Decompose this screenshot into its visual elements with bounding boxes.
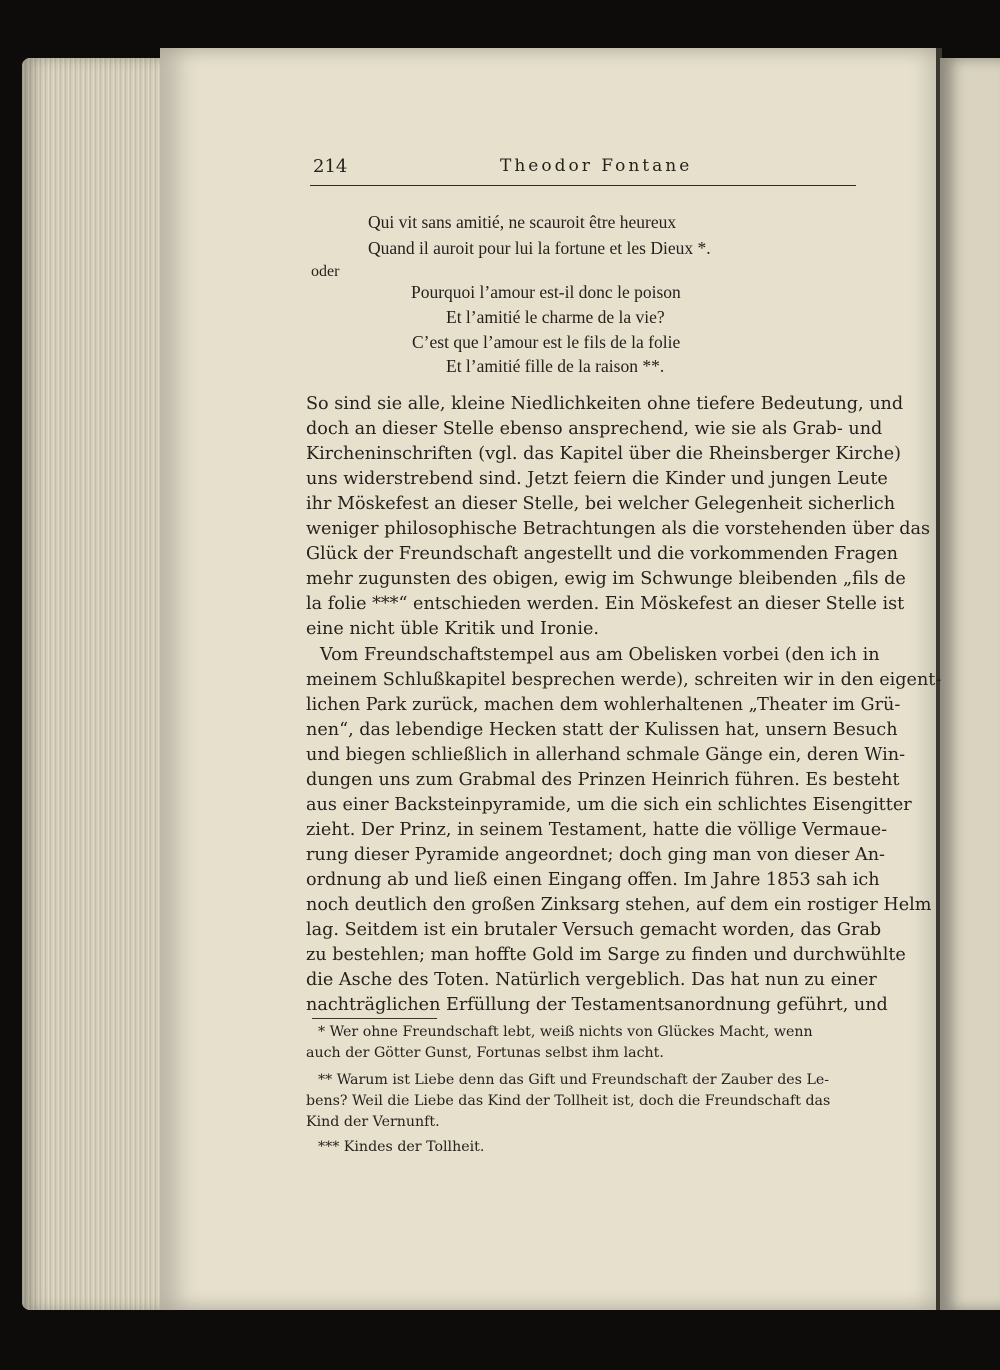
page-number: 214 xyxy=(313,156,348,177)
body-line: la folie ***“ entschieden werden. Ein Möskefest an dieser Stelle ist xyxy=(306,594,905,614)
verse-line: C’est que l’amour est le fils de la folie xyxy=(412,332,681,352)
body-line: Glück der Freundschaft angestellt und die vorkommenden Fragen xyxy=(306,544,898,564)
body-line: doch an dieser Stelle ebenso ansprechend, wie sie als Grab- und xyxy=(306,419,883,439)
body-line: meinem Schlußkapitel besprechen werde), schreiten wir in den eigent- xyxy=(306,670,942,690)
footnote-rule xyxy=(312,1018,437,1019)
body-line: So sind sie alle, kleine Niedlichkeiten ohne tiefere Bedeutung, und xyxy=(306,394,904,414)
footnote-line: *** Kindes der Tollheit. xyxy=(318,1139,485,1155)
verse-line: Qui vit sans amitié, ne scauroit être heureux xyxy=(368,212,677,232)
verse-line: Et l’amitié le charme de la vie? xyxy=(446,307,665,327)
body-line: noch deutlich den großen Zinksarg stehen, auf dem ein rostiger Helm xyxy=(306,895,932,915)
facing-page-edge xyxy=(940,58,1000,1310)
footnote-line: Kind der Vernunft. xyxy=(306,1114,440,1130)
body-line: und biegen schließlich in allerhand schmale Gänge ein, deren Win- xyxy=(306,745,906,765)
body-line: zu bestehlen; man hoffte Gold im Sarge zu finden und durchwühlte xyxy=(306,945,906,965)
header-rule xyxy=(310,185,856,186)
body-line: Kircheninschriften (vgl. das Kapitel über die Rheinsberger Kirche) xyxy=(306,444,901,464)
body-line: uns widerstrebend sind. Jetzt feiern die Kinder und jungen Leute xyxy=(306,469,888,489)
body-line: ordnung ab und ließ einen Eingang offen. Im Jahre 1853 sah ich xyxy=(306,870,880,890)
verse-line: Et l’amitié fille de la raison **. xyxy=(446,356,665,376)
body-line: lag. Seitdem ist ein brutaler Versuch gemacht worden, das Grab xyxy=(306,920,882,940)
body-line: Vom Freundschaftstempel aus am Obelisken vorbei (den ich in xyxy=(320,645,880,665)
verse-line: Quand il auroit pour lui la fortune et les Dieux *. xyxy=(368,238,711,258)
footnote-line: bens? Weil die Liebe das Kind der Tollheit ist, doch die Freundschaft das xyxy=(306,1093,831,1109)
page-stack-edges xyxy=(22,58,172,1310)
body-line: lichen Park zurück, machen dem wohlerhaltenen „Theater im Grü- xyxy=(306,695,901,715)
connector-word: oder xyxy=(311,263,340,280)
body-line: nen“, das lebendige Hecken statt der Kulissen hat, unsern Besuch xyxy=(306,720,898,740)
verse-line: Pourquoi l’amour est-il donc le poison xyxy=(411,282,681,302)
body-line: ihr Möskefest an dieser Stelle, bei welcher Gelegenheit sicherlich xyxy=(306,494,896,514)
body-line: nachträglichen Erfüllung der Testamentsanordnung geführt, und xyxy=(306,995,888,1015)
body-line: zieht. Der Prinz, in seinem Testament, hatte die völlige Vermaue- xyxy=(306,820,888,840)
body-line: rung dieser Pyramide angeordnet; doch ging man von dieser An- xyxy=(306,845,886,865)
body-line: die Asche des Toten. Natürlich vergeblich. Das hat nun zu einer xyxy=(306,970,877,990)
footnote-line: * Wer ohne Freundschaft lebt, weiß nichts von Glückes Macht, wenn xyxy=(318,1024,813,1040)
footnote-line: ** Warum ist Liebe denn das Gift und Freundschaft der Zauber des Le- xyxy=(318,1072,830,1088)
body-line: mehr zugunsten des obigen, ewig im Schwunge bleibenden „fils de xyxy=(306,569,906,589)
footnote-line: auch der Götter Gunst, Fortunas selbst ihm lacht. xyxy=(306,1045,664,1061)
body-line: aus einer Backsteinpyramide, um die sich ein schlichtes Eisengitter xyxy=(306,795,912,815)
body-line: dungen uns zum Grabmal des Prinzen Heinrich führen. Es besteht xyxy=(306,770,900,790)
body-line: weniger philosophische Betrachtungen als die vorstehenden über das xyxy=(306,519,930,539)
running-title: Theodor Fontane xyxy=(500,156,693,176)
body-line: eine nicht üble Kritik und Ironie. xyxy=(306,619,599,639)
